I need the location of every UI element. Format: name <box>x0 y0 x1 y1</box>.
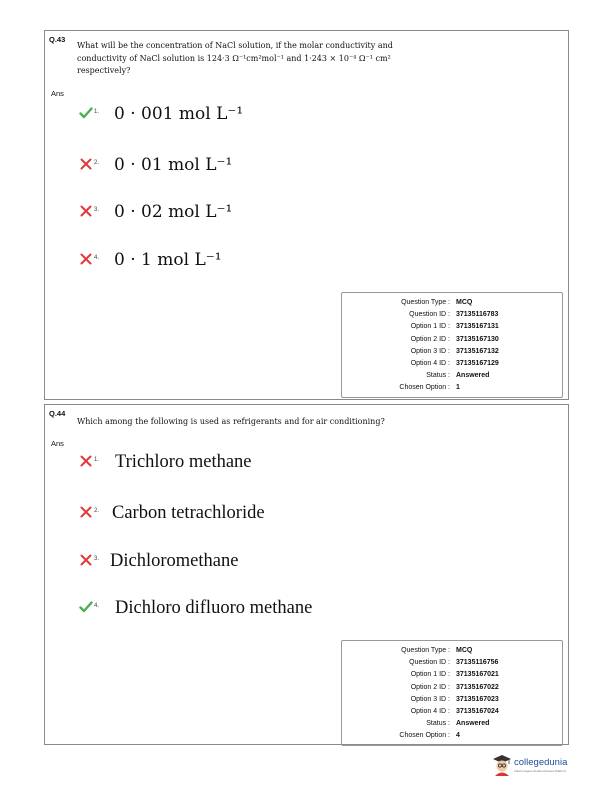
info-label: Question ID : <box>409 311 450 319</box>
question-text-line: conductivity of NaCl solution is 124·3 Ω⁻¹cm²mol⁻¹ and 1·243 × 10⁻⁴ Ω⁻¹ cm² <box>77 53 391 63</box>
info-row <box>342 718 562 730</box>
question-text <box>77 40 393 78</box>
info-value: 37135167022 <box>456 683 499 691</box>
option-number: 3. <box>94 556 100 562</box>
ans-label: Ans <box>51 439 64 448</box>
info-row <box>342 370 562 382</box>
info-value: 37135116756 <box>456 659 499 667</box>
collegedunia-logo[interactable] <box>492 752 576 780</box>
info-label: Option 2 ID : <box>410 335 450 343</box>
check-icon <box>79 600 93 614</box>
option-text: Carbon tetrachloride <box>112 503 265 523</box>
question-number: Q.44 <box>49 409 66 418</box>
option-number: 4. <box>94 603 100 609</box>
graduate-mascot-icon <box>492 754 512 776</box>
option-text: Dichloro difluoro methane <box>115 598 313 618</box>
info-row <box>342 694 562 706</box>
info-row <box>342 334 562 346</box>
info-label: Option 3 ID : <box>410 695 450 703</box>
option-number: 3. <box>94 207 100 213</box>
info-label: Status : <box>426 720 450 728</box>
option-number: 1. <box>94 457 100 463</box>
info-value: 37135167131 <box>456 323 499 331</box>
info-label: Option 4 ID : <box>410 707 450 715</box>
info-row <box>342 645 562 657</box>
option-text: 0 · 02 mol L⁻¹ <box>114 202 233 222</box>
info-label: Chosen Option : <box>399 732 450 740</box>
info-value: MCQ <box>456 299 473 306</box>
info-row <box>342 706 562 718</box>
info-value: 37135167023 <box>456 695 499 703</box>
info-label: Question ID : <box>409 659 450 667</box>
question-info-box <box>341 640 563 746</box>
info-value: MCQ <box>456 647 473 654</box>
info-value: 37135167130 <box>456 335 499 343</box>
info-label: Status : <box>426 372 450 380</box>
option-text: 0 · 1 mol L⁻¹ <box>114 250 222 270</box>
check-icon <box>79 106 93 120</box>
brand-name: collegedunia <box>514 757 568 768</box>
info-label: Option 3 ID : <box>410 347 450 355</box>
info-row <box>342 346 562 358</box>
cross-icon <box>79 252 93 266</box>
info-label: Option 2 ID : <box>410 683 450 691</box>
info-value: 37135167132 <box>456 347 499 355</box>
ans-label: Ans <box>51 89 64 98</box>
info-label: Chosen Option : <box>399 384 450 392</box>
info-value: Answered <box>456 720 490 728</box>
info-label: Option 1 ID : <box>410 323 450 331</box>
info-row <box>342 682 562 694</box>
question-text-line: What will be the concentration of NaCl solution, if the molar conductivity and <box>77 41 393 50</box>
info-row <box>342 730 562 742</box>
question-number: Q.43 <box>49 35 66 44</box>
info-value: 37135116783 <box>456 311 499 319</box>
question-text-line: respectively? <box>77 66 131 75</box>
question-card-44 <box>44 404 569 745</box>
option-text: Trichloro methane <box>115 452 252 472</box>
question-text-line: Which among the following is used as refrigerants and for air conditioning? <box>77 417 385 426</box>
info-row <box>342 297 562 309</box>
info-value: 37135167021 <box>456 671 499 679</box>
info-row <box>342 669 562 681</box>
cross-icon <box>79 454 93 468</box>
info-value: 4 <box>456 732 460 740</box>
info-label: Option 4 ID : <box>410 359 450 367</box>
option-number: 2. <box>94 508 100 514</box>
info-row <box>342 358 562 370</box>
info-row <box>342 309 562 321</box>
option-number: 2. <box>94 160 100 166</box>
cross-icon <box>79 505 93 519</box>
cross-icon <box>79 553 93 567</box>
info-value: 1 <box>456 384 460 392</box>
question-info-box <box>341 292 563 398</box>
info-row <box>342 382 562 394</box>
info-value: Answered <box>456 372 490 380</box>
brand-tagline: India's largest Student Review Platform <box>514 769 567 773</box>
option-text: 0 · 01 mol L⁻¹ <box>114 155 233 175</box>
question-text <box>77 416 385 429</box>
info-row <box>342 657 562 669</box>
info-value: 37135167024 <box>456 707 499 715</box>
info-label: Question Type : <box>401 647 450 654</box>
option-text: Dichloromethane <box>110 551 239 571</box>
option-number: 1. <box>94 109 100 115</box>
info-label: Option 1 ID : <box>410 671 450 679</box>
info-value: 37135167129 <box>456 359 499 367</box>
option-number: 4. <box>94 255 100 261</box>
question-card-43 <box>44 30 569 400</box>
cross-icon <box>79 204 93 218</box>
info-row <box>342 321 562 333</box>
cross-icon <box>79 157 93 171</box>
option-text: 0 · 001 mol L⁻¹ <box>114 104 244 124</box>
info-label: Question Type : <box>401 299 450 306</box>
